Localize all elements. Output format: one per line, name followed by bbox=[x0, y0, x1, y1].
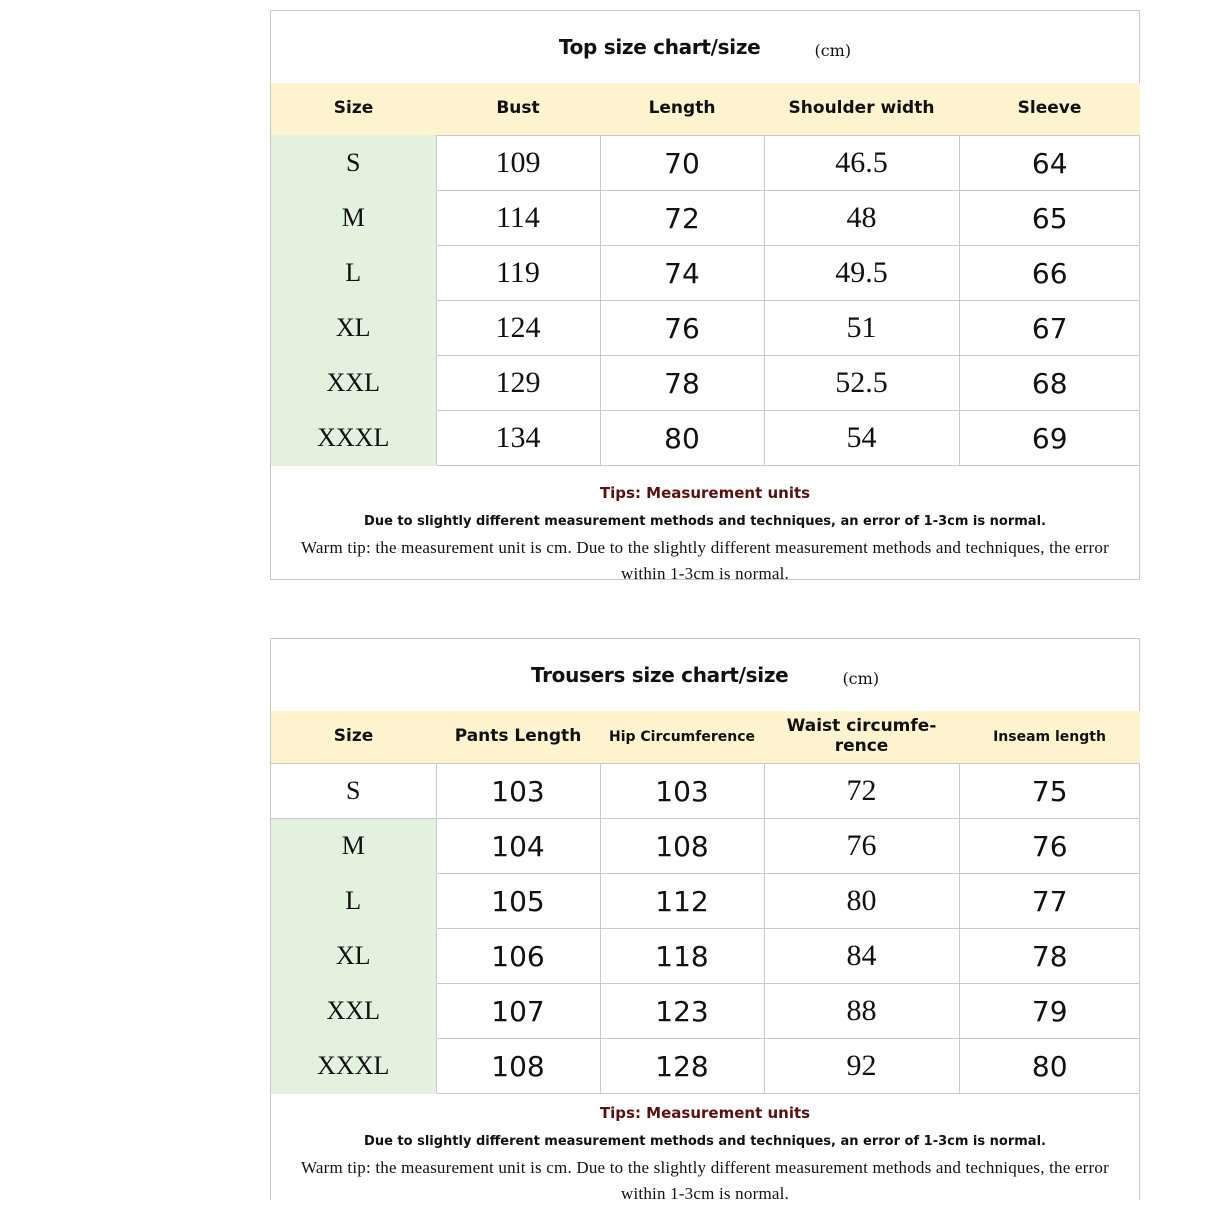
length-cell: 74 bbox=[600, 246, 764, 301]
size-cell: M bbox=[271, 191, 436, 246]
top-tips bbox=[271, 466, 1139, 587]
inseam-cell: 75 bbox=[959, 764, 1140, 819]
table-row bbox=[271, 411, 1140, 466]
shoulder-cell: 46.5 bbox=[764, 136, 959, 191]
trousers-chart-title-row bbox=[271, 639, 1139, 711]
top-table-header-row bbox=[271, 83, 1140, 136]
table-row bbox=[271, 929, 1140, 984]
tips-title: Tips: Measurement units bbox=[599, 484, 811, 502]
tips-warm: Warm tip: the measurement unit is cm. Due to the slightly different measurement methods and techniques, the error within 1-3cm is normal. bbox=[301, 1158, 1109, 1203]
hip-cell: 128 bbox=[600, 1039, 764, 1094]
top-size-table bbox=[271, 83, 1140, 466]
hip-cell: 108 bbox=[600, 819, 764, 874]
size-cell: XL bbox=[271, 301, 436, 356]
sleeve-cell: 69 bbox=[959, 411, 1140, 466]
length-cell: 70 bbox=[600, 136, 764, 191]
size-cell: XXL bbox=[271, 356, 436, 411]
trousers-table-header-row bbox=[271, 711, 1140, 764]
sleeve-cell: 64 bbox=[959, 136, 1140, 191]
waist-cell: 92 bbox=[764, 1039, 959, 1094]
hip-cell: 123 bbox=[600, 984, 764, 1039]
pants-length-cell: 105 bbox=[436, 874, 600, 929]
hip-cell: 103 bbox=[600, 764, 764, 819]
table-row bbox=[271, 874, 1140, 929]
shoulder-cell: 54 bbox=[764, 411, 959, 466]
size-cell: XXXL bbox=[271, 1039, 436, 1094]
top-chart-title-row bbox=[271, 11, 1139, 83]
top-chart-title: Top size chart/size bbox=[558, 35, 761, 59]
waist-cell: 80 bbox=[764, 874, 959, 929]
trousers-size-chart bbox=[270, 638, 1140, 1203]
sleeve-cell: 68 bbox=[959, 356, 1140, 411]
top-chart-unit: (cm) bbox=[814, 40, 852, 60]
trousers-chart-title: Trousers size chart/size bbox=[530, 663, 789, 687]
table-row bbox=[271, 301, 1140, 356]
trousers-size-table bbox=[271, 711, 1140, 1094]
trousers-header-hip: Hip Circumference bbox=[600, 711, 764, 764]
trousers-header-pants-length: Pants Length bbox=[436, 711, 600, 764]
inseam-cell: 80 bbox=[959, 1039, 1140, 1094]
table-row bbox=[271, 246, 1140, 301]
waist-cell: 88 bbox=[764, 984, 959, 1039]
size-cell: XL bbox=[271, 929, 436, 984]
hip-cell: 118 bbox=[600, 929, 764, 984]
shoulder-cell: 51 bbox=[764, 301, 959, 356]
length-cell: 78 bbox=[600, 356, 764, 411]
length-cell: 76 bbox=[600, 301, 764, 356]
size-cell: M bbox=[271, 819, 436, 874]
trousers-header-waist: Waist circumfe-rence bbox=[764, 711, 959, 764]
table-row bbox=[271, 764, 1140, 819]
bust-cell: 119 bbox=[436, 246, 600, 301]
tips-note: Due to slightly different measurement methods and techniques, an error of 1-3cm is normal. bbox=[364, 1134, 1046, 1149]
top-header-shoulder-width: Shoulder width bbox=[764, 83, 959, 136]
inseam-cell: 76 bbox=[959, 819, 1140, 874]
inseam-cell: 78 bbox=[959, 929, 1140, 984]
top-header-bust: Bust bbox=[436, 83, 600, 136]
table-row bbox=[271, 984, 1140, 1039]
inseam-cell: 77 bbox=[959, 874, 1140, 929]
tips-warm: Warm tip: the measurement unit is cm. Due to the slightly different measurement methods and techniques, the error within 1-3cm is normal. bbox=[301, 538, 1109, 583]
size-cell: S bbox=[271, 764, 436, 819]
pants-length-cell: 103 bbox=[436, 764, 600, 819]
size-cell: L bbox=[271, 246, 436, 301]
table-row bbox=[271, 136, 1140, 191]
bust-cell: 124 bbox=[436, 301, 600, 356]
trousers-chart-unit: (cm) bbox=[842, 668, 880, 688]
bust-cell: 134 bbox=[436, 411, 600, 466]
size-cell: S bbox=[271, 136, 436, 191]
shoulder-cell: 49.5 bbox=[764, 246, 959, 301]
pants-length-cell: 106 bbox=[436, 929, 600, 984]
hip-cell: 112 bbox=[600, 874, 764, 929]
bust-cell: 129 bbox=[436, 356, 600, 411]
top-header-sleeve: Sleeve bbox=[959, 83, 1140, 136]
sleeve-cell: 66 bbox=[959, 246, 1140, 301]
shoulder-cell: 52.5 bbox=[764, 356, 959, 411]
pants-length-cell: 104 bbox=[436, 819, 600, 874]
table-row bbox=[271, 356, 1140, 411]
waist-cell: 84 bbox=[764, 929, 959, 984]
top-size-chart bbox=[270, 10, 1140, 583]
inseam-cell: 79 bbox=[959, 984, 1140, 1039]
sleeve-cell: 65 bbox=[959, 191, 1140, 246]
table-row bbox=[271, 191, 1140, 246]
length-cell: 80 bbox=[600, 411, 764, 466]
sleeve-cell: 67 bbox=[959, 301, 1140, 356]
top-header-size: Size bbox=[271, 83, 436, 136]
waist-cell: 76 bbox=[764, 819, 959, 874]
waist-cell: 72 bbox=[764, 764, 959, 819]
size-cell: XXL bbox=[271, 984, 436, 1039]
table-row bbox=[271, 1039, 1140, 1094]
length-cell: 72 bbox=[600, 191, 764, 246]
size-cell: L bbox=[271, 874, 436, 929]
tips-title: Tips: Measurement units bbox=[599, 1104, 811, 1122]
pants-length-cell: 107 bbox=[436, 984, 600, 1039]
trousers-header-inseam: Inseam length bbox=[959, 711, 1140, 764]
shoulder-cell: 48 bbox=[764, 191, 959, 246]
tips-note: Due to slightly different measurement methods and techniques, an error of 1-3cm is normal. bbox=[364, 514, 1046, 529]
table-row bbox=[271, 819, 1140, 874]
pants-length-cell: 108 bbox=[436, 1039, 600, 1094]
top-header-length: Length bbox=[600, 83, 764, 136]
trousers-tips bbox=[271, 1094, 1139, 1207]
bust-cell: 114 bbox=[436, 191, 600, 246]
trousers-header-size: Size bbox=[271, 711, 436, 764]
bust-cell: 109 bbox=[436, 136, 600, 191]
size-cell: XXXL bbox=[271, 411, 436, 466]
